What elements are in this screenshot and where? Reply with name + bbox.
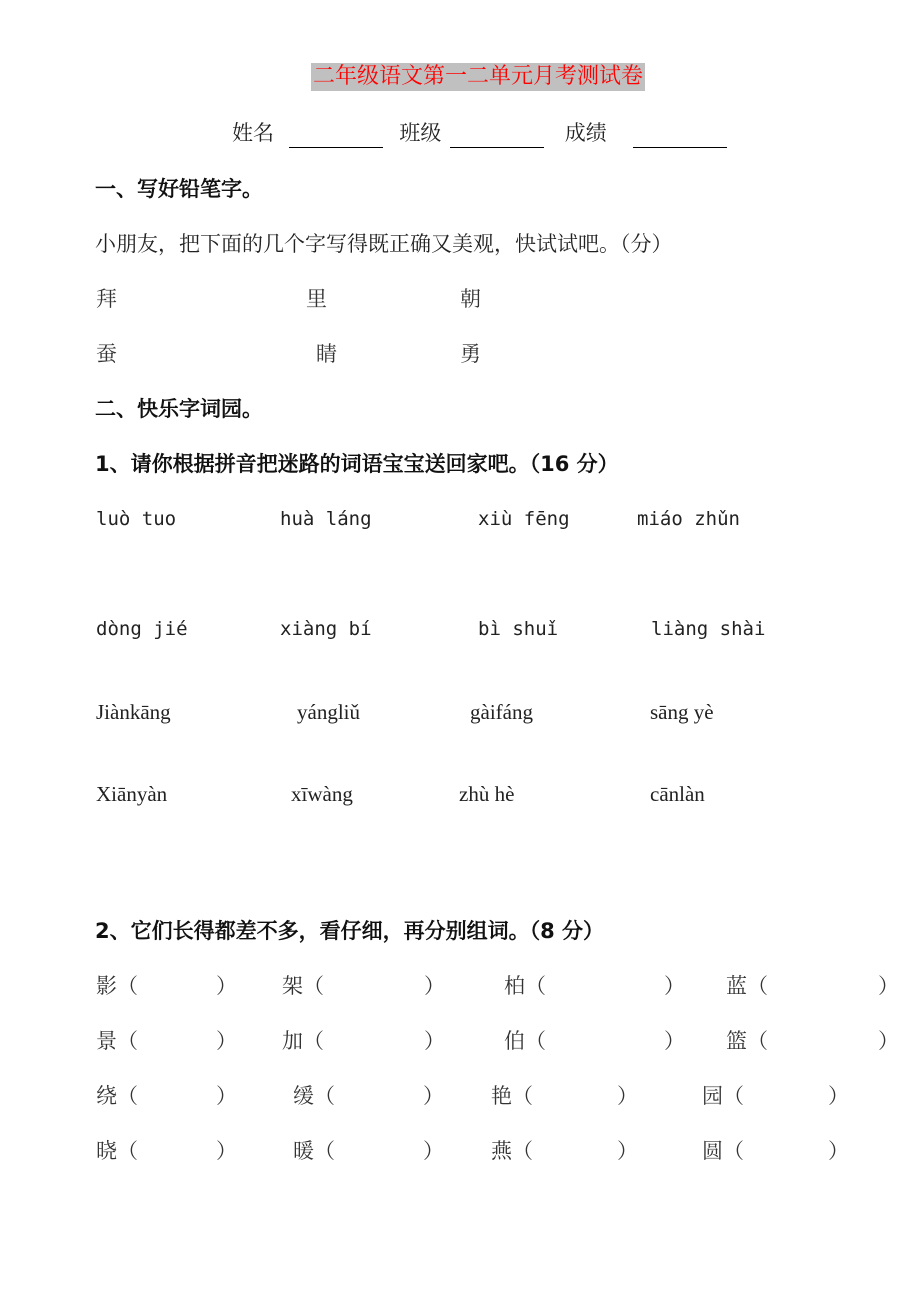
pinyin-item: miáo zhǔn	[637, 508, 740, 530]
word-group-item	[702, 1081, 849, 1111]
open-paren: （	[303, 974, 324, 998]
pinyin-item: sāng yè	[650, 700, 714, 724]
close-paren: ）	[878, 974, 899, 998]
pinyin-item: xīwàng	[291, 782, 353, 806]
open-paren: （	[723, 1084, 744, 1108]
close-paren: ）	[216, 1029, 237, 1053]
open-paren: （	[525, 974, 546, 998]
word-group-item	[504, 971, 685, 1001]
close-paren: ）	[216, 1139, 237, 1163]
pinyin-item: cānlàn	[650, 782, 705, 806]
word-group-item	[282, 971, 445, 1001]
word-char: 影	[96, 974, 117, 998]
word-char: 园	[702, 1084, 723, 1108]
open-paren: （	[525, 1029, 546, 1053]
open-paren: （	[512, 1139, 533, 1163]
close-paren: ）	[828, 1084, 849, 1108]
open-paren: （	[117, 1029, 138, 1053]
word-group-item	[491, 1136, 638, 1166]
question2-heading: 2、它们长得都差不多，看仔细，再分别组词。（8 分）	[95, 919, 605, 943]
open-paren: （	[723, 1139, 744, 1163]
word-char: 伯	[504, 1029, 525, 1053]
pinyin-item: bì shuǐ	[478, 618, 559, 640]
pinyin-item: Xiānyàn	[96, 782, 168, 806]
open-paren: （	[314, 1084, 335, 1108]
close-paren: ）	[424, 1029, 445, 1053]
word-char: 圆	[702, 1139, 723, 1163]
word-char: 晓	[96, 1139, 117, 1163]
word-char: 架	[282, 974, 303, 998]
pinyin-item: huà láng	[280, 508, 372, 530]
word-char: 缓	[293, 1084, 314, 1108]
word-char: 柏	[504, 974, 525, 998]
student-info-line	[232, 118, 727, 148]
page-title: 二年级语文第一二单元月考测试卷	[313, 64, 644, 89]
word-char: 蓝	[726, 974, 747, 998]
score-label: 成绩	[564, 121, 607, 145]
word-group-item	[96, 971, 237, 1001]
open-paren: （	[747, 1029, 768, 1053]
open-paren: （	[303, 1029, 324, 1053]
question1-heading: 1、请你根据拼音把迷路的词语宝宝送回家吧。（16 分）	[95, 452, 619, 476]
pinyin-item: xiù fēng	[478, 508, 570, 530]
word-group-item	[293, 1136, 444, 1166]
word-group-item	[702, 1136, 849, 1166]
close-paren: ）	[423, 1084, 444, 1108]
open-paren: （	[747, 974, 768, 998]
word-char: 篮	[726, 1029, 747, 1053]
pinyin-item: yángliǔ	[297, 700, 360, 724]
close-paren: ）	[878, 1029, 899, 1053]
word-group-item	[96, 1081, 237, 1111]
pinyin-item: luò tuo	[96, 508, 177, 530]
word-group-item	[726, 1026, 899, 1056]
pinyin-item: gàifáng	[470, 700, 533, 724]
word-char: 景	[96, 1029, 117, 1053]
close-paren: ）	[828, 1139, 849, 1163]
pinyin-item: liàng shài	[651, 618, 766, 640]
practice-char: 拜	[96, 287, 117, 311]
section1-heading: 一、写好铅笔字。	[95, 177, 263, 201]
open-paren: （	[117, 974, 138, 998]
word-char: 绕	[96, 1084, 117, 1108]
word-group-item	[282, 1026, 445, 1056]
close-paren: ）	[664, 974, 685, 998]
practice-char: 里	[306, 287, 327, 311]
practice-char: 朝	[460, 287, 481, 311]
pinyin-item: dòng jié	[96, 618, 188, 640]
word-group-item	[96, 1026, 237, 1056]
word-char: 暖	[293, 1139, 314, 1163]
section2-heading: 二、快乐字词园。	[95, 397, 263, 421]
close-paren: ）	[424, 974, 445, 998]
word-char: 艳	[491, 1084, 512, 1108]
practice-char: 蚕	[96, 342, 117, 366]
open-paren: （	[512, 1084, 533, 1108]
pinyin-item: xiàng bí	[280, 618, 372, 640]
close-paren: ）	[216, 1084, 237, 1108]
section1-instruction: 小朋友，把下面的几个字写得既正确又美观，快试试吧。（分）	[95, 232, 673, 256]
class-label: 班级	[399, 121, 442, 145]
word-char: 加	[282, 1029, 303, 1053]
class-blank[interactable]	[450, 125, 544, 148]
name-label: 姓名	[232, 121, 274, 145]
open-paren: （	[314, 1139, 335, 1163]
open-paren: （	[117, 1139, 138, 1163]
word-group-item	[491, 1081, 638, 1111]
practice-char: 勇	[460, 342, 481, 366]
close-paren: ）	[617, 1139, 638, 1163]
open-paren: （	[117, 1084, 138, 1108]
close-paren: ）	[617, 1084, 638, 1108]
word-group-item	[726, 971, 899, 1001]
pinyin-item: Jiànkāng	[96, 700, 171, 724]
score-blank[interactable]	[633, 125, 727, 148]
close-paren: ）	[423, 1139, 444, 1163]
word-char: 燕	[491, 1139, 512, 1163]
close-paren: ）	[664, 1029, 685, 1053]
name-blank[interactable]	[289, 125, 383, 148]
practice-char: 睛	[316, 342, 337, 366]
close-paren: ）	[216, 974, 237, 998]
word-group-item	[504, 1026, 685, 1056]
word-group-item	[293, 1081, 444, 1111]
word-group-item	[96, 1136, 237, 1166]
pinyin-item: zhù hè	[459, 782, 515, 806]
